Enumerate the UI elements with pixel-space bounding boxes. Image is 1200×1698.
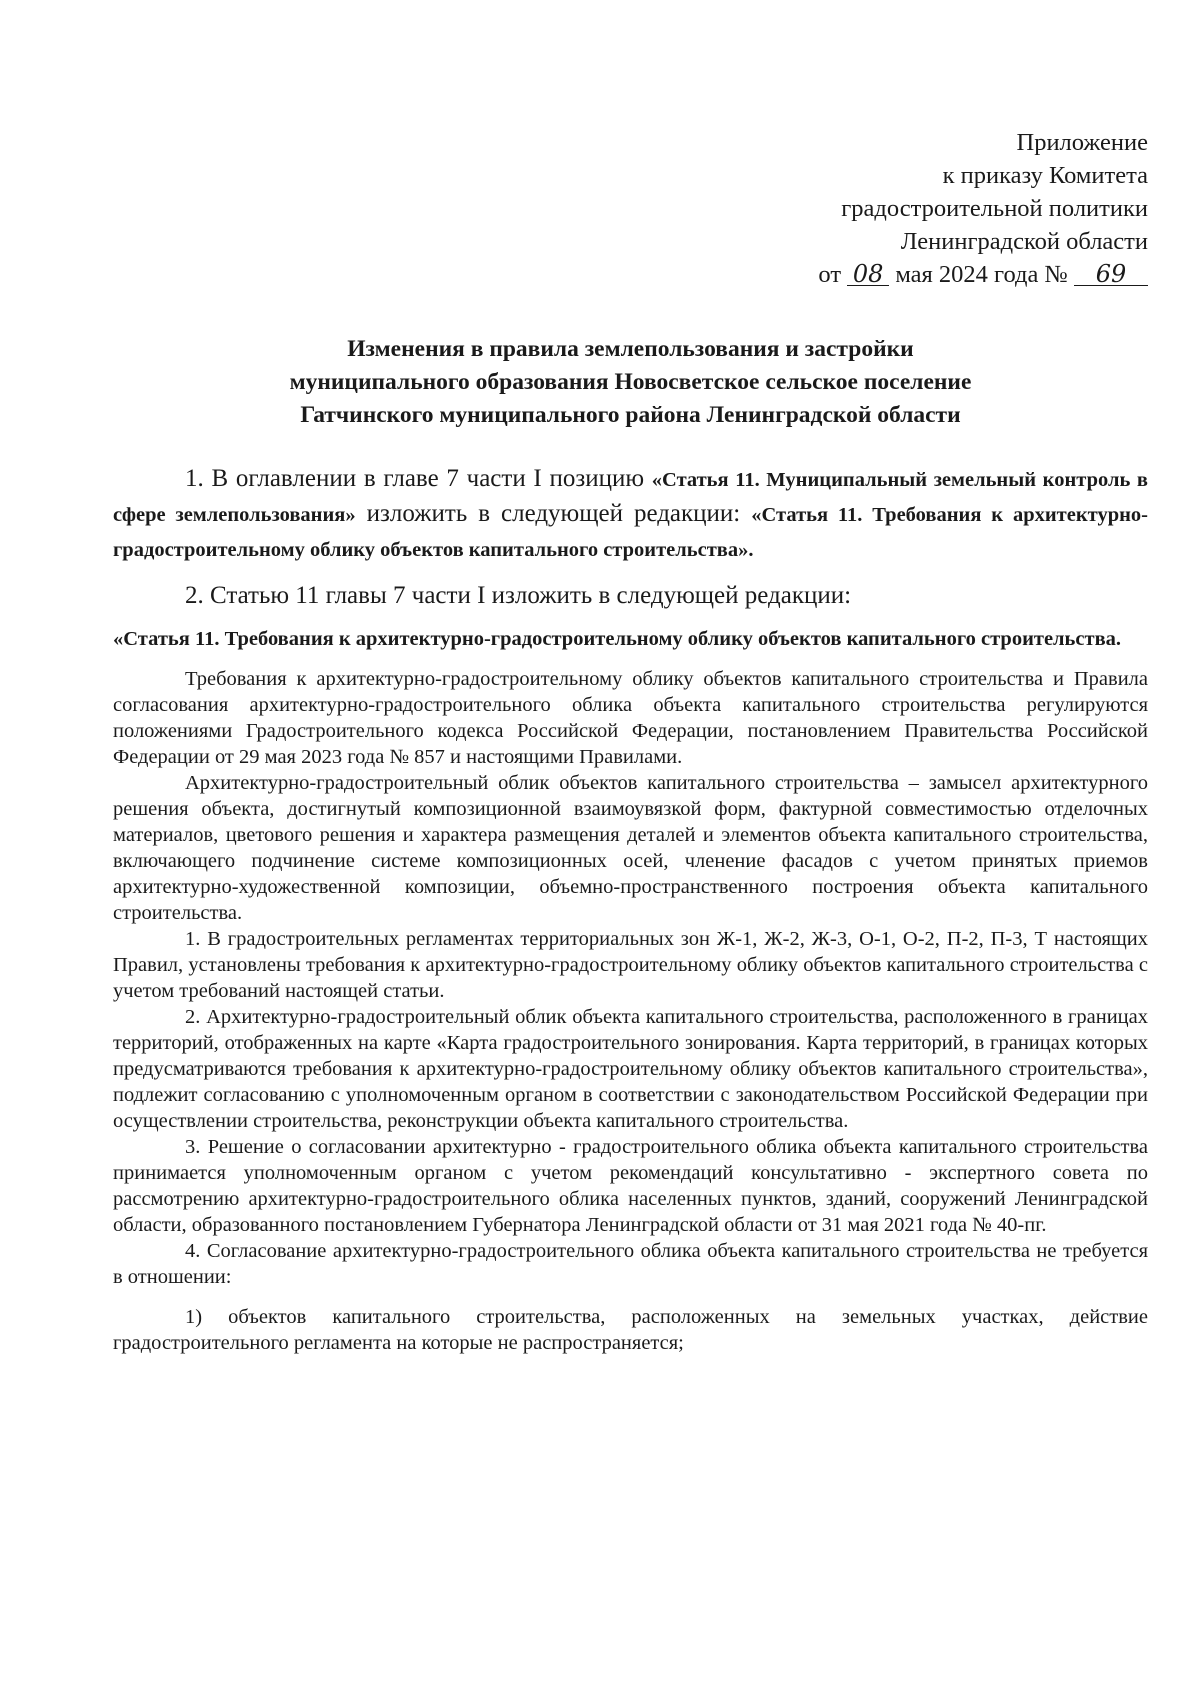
article-point-3: 3. Решение о согласовании архитектурно - градостроительного облика объекта капитального строительства принимается уполномоченным органом с учетом рекомендаций консультативно - экспертного совета по рассмотрению архитектурно-градостроительного облика населенных пунктов, зданий, сооружений Ленинградской области, образованного постановлением Губернатора Ленинградской области от 31 мая 2021 года № 40-пг. <box>113 1136 1148 1236</box>
article-paragraph-1: Требования к архитектурно-градостроительному облику объектов капитального строительства и Правила согласования архитектурно-градостроительного облика объекта капитального строительства регулируются положениями Градостроительного кодекса Российской Федерации, постановлением Правительства Российской Федерации от 29 мая 2023 года № 857 и настоящими Правилами. <box>113 668 1148 768</box>
item-1-text-a: 1. В оглавлении в главе 7 части I позицию <box>185 465 652 492</box>
appendix-date-line <box>113 258 1148 291</box>
article-subpoint-1: 1) объектов капитального строительства, расположенных на земельных участках, действие градостроительного регламента на которые не распространяется; <box>113 1306 1148 1354</box>
title-line-2: муниципального образования Новосветское сельское поселение <box>289 369 972 395</box>
appendix-line-2: к приказу Комитета <box>942 162 1148 189</box>
appendix-block <box>113 126 1148 291</box>
item-1-paragraph <box>113 462 1148 567</box>
item-1-bold-b: «Статья 11. Требования к архитектурно-градостроительному облику объектов капитального строительства». <box>113 504 1148 561</box>
title-line-3: Гатчинского муниципального района Ленинградской области <box>300 402 961 428</box>
article-point-2: 2. Архитектурно-градостроительный облик объекта капитального строительства, расположенного в границах территорий, отображенных на карте «Карта градостроительного зонирования. Карта территорий, в границах которых предусматриваются требования к архитектурно-градостроительному облику объектов капитального строительства», подлежит согласованию с уполномоченным органом в соответствии с законодательством Российской Федерации при осуществлении строительства, реконструкции объекта капитального строительства. <box>113 1006 1148 1132</box>
handwritten-order-number: 69 <box>1074 263 1148 286</box>
article-point-4: 4. Согласование архитектурно-градостроительного облика объекта капитального строительства не требуется в отношении: <box>113 1240 1148 1288</box>
title-line-1: Изменения в правила землепользования и застройки <box>347 336 914 362</box>
appendix-line-4: Ленинградской области <box>900 228 1148 255</box>
date-rest: мая 2024 года № <box>895 261 1068 288</box>
article-paragraph-2: Архитектурно-градостроительный облик объектов капитального строительства – замысел архитектурного решения объекта, достигнутый композиционной взаимоувязкой форм, фактурной совместимостью отделочных материалов, цветового решения и характера размещения деталей и элементов объекта капитального строительства, включающего подчинение системе композиционных осей, членение фасадов с учетом принятых приемов архитектурно-художественной композиции, объемно-пространственного построения объекта капитального строительства. <box>113 772 1148 924</box>
item-1-bold-a: «Статья 11. Муниципальный земельный контроль в сфере землепользования» <box>113 469 1148 526</box>
item-2-paragraph: 2. Статью 11 главы 7 части I изложить в следующей редакции: <box>185 582 852 609</box>
document-title <box>113 333 1148 432</box>
date-prefix: от <box>818 261 842 288</box>
article-heading: «Статья 11. Требования к архитектурно-градостроительному облику объектов капитального строительства. <box>113 628 1122 650</box>
appendix-line-3: градостроительной политики <box>841 195 1148 222</box>
article-point-1: 1. В градостроительных регламентах территориальных зон Ж-1, Ж-2, Ж-3, О-1, О-2, П-2, П-3, Т настоящих Правил, установлены требования к архитектурно-градостроительному облику объектов капитального строительства с учетом требований настоящей статьи. <box>113 928 1148 1002</box>
handwritten-day: 08 <box>847 263 889 286</box>
appendix-line-1: Приложение <box>1016 129 1148 156</box>
item-1-text-b: изложить в следующей редакции: <box>355 500 752 527</box>
